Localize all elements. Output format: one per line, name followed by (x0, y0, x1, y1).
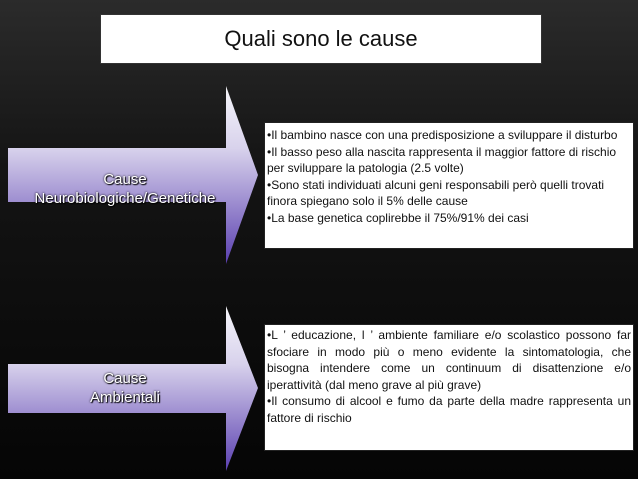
bullet-item: •L ’ educazione, l ’ ambiente familiare e/o scolastico possono far sfociare in modo più o meno evidente la sintomatologia, che bisogna intendere come un continuum di disattenzione e/o iperattività (dal meno grave al più grave) (267, 328, 631, 392)
bullet-box-genetic (264, 122, 634, 249)
section-label-genetic: Cause Neurobiologiche/Genetiche (34, 171, 216, 207)
bullet-item: •Il basso peso alla nascita rappresenta il maggior fattore di rischio per sviluppare la patologia (2.5 volte) (267, 144, 617, 175)
bullet-item: •La base genetica coplirebbe il 75%/91% dei casi (267, 210, 529, 225)
bullet-item: •Il bambino nasce con una predisposizione a sviluppare il disturbo (267, 128, 618, 142)
bullet-item: •Sono stati individuati alcuni geni responsabili però quelli trovati finora spiegano solo il 5% delle cause (267, 177, 605, 208)
bullet-item: •Il consumo di alcool e fumo da parte della madre rappresenta un fattore di rischio (267, 394, 631, 425)
slide-title: Quali sono le cause (100, 14, 542, 64)
section-label-environmental: Cause Ambientali (89, 370, 161, 406)
bullet-box-environmental (264, 324, 634, 451)
